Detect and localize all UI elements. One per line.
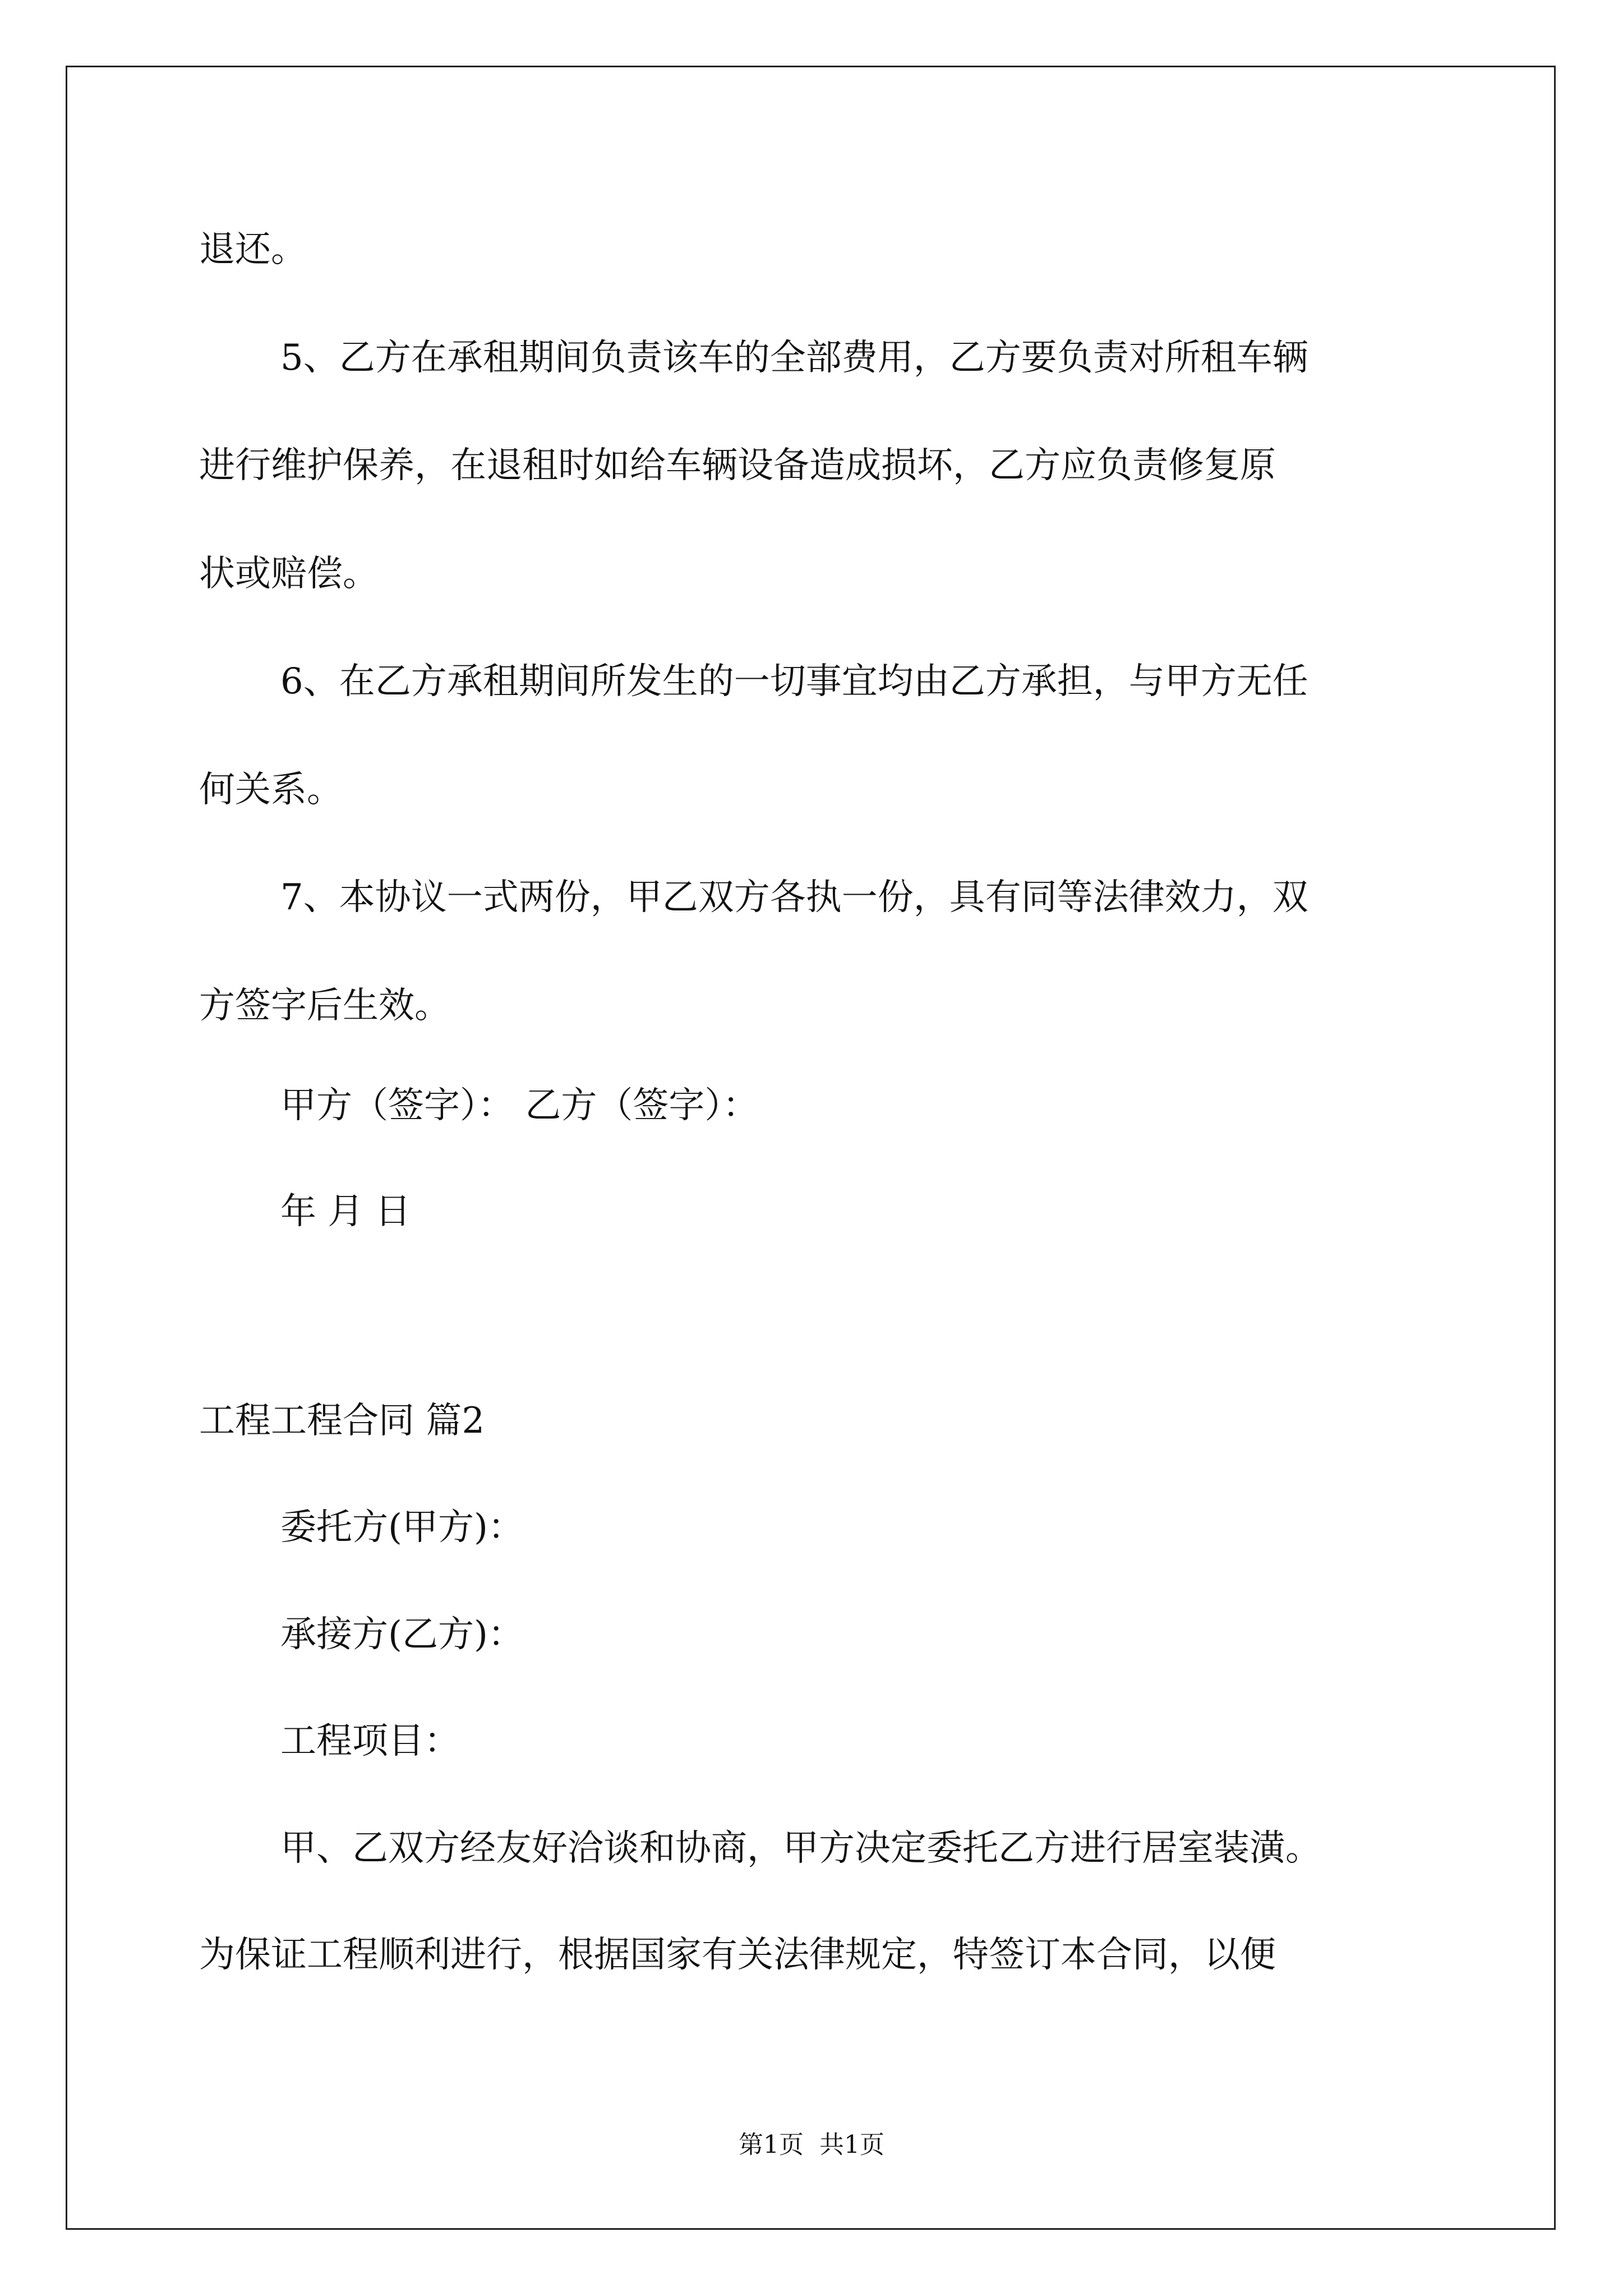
page-border [66,66,1556,2230]
text-line: 为保证工程顺利进行，根据国家有关法律规定，特签订本合同，以便 [199,1934,1276,1976]
text-line: 何关系。 [199,769,343,811]
text-line: 进行维护保养，在退租时如给车辆设备造成损坏，乙方应负责修复原 [199,445,1276,486]
paragraph-clause-6: 6、在乙方承租期间所发生的一切事宜均由乙方承担，与甲方无任 [280,661,1308,702]
text-line: 状或赔偿。 [199,553,379,595]
client-party-line: 委托方(甲方)： [280,1507,524,1548]
text-line: 退还。 [199,229,307,270]
date-line: 年 月 日 [280,1191,411,1232]
contractor-party-line: 承接方(乙方)： [280,1614,524,1655]
page-number: 第1页 共1页 [739,2131,884,2159]
section-heading: 工程工程合同 篇2 [199,1400,485,1442]
text-line: 方签字后生效。 [199,985,450,1027]
paragraph-clause-7: 7、本协议一式两份，甲乙双方各执一份，具有同等法律效力，双 [280,877,1308,918]
project-line: 工程项目： [280,1720,460,1762]
paragraph-intro: 甲、乙双方经友好洽谈和协商，甲方决定委托乙方进行居室装潢。 [280,1828,1321,1869]
signature-line: 甲方（签字）： 乙方（签字）： [280,1085,759,1126]
paragraph-clause-5: 5、乙方在承租期间负责该车的全部费用，乙方要负责对所租车辆 [280,337,1308,379]
